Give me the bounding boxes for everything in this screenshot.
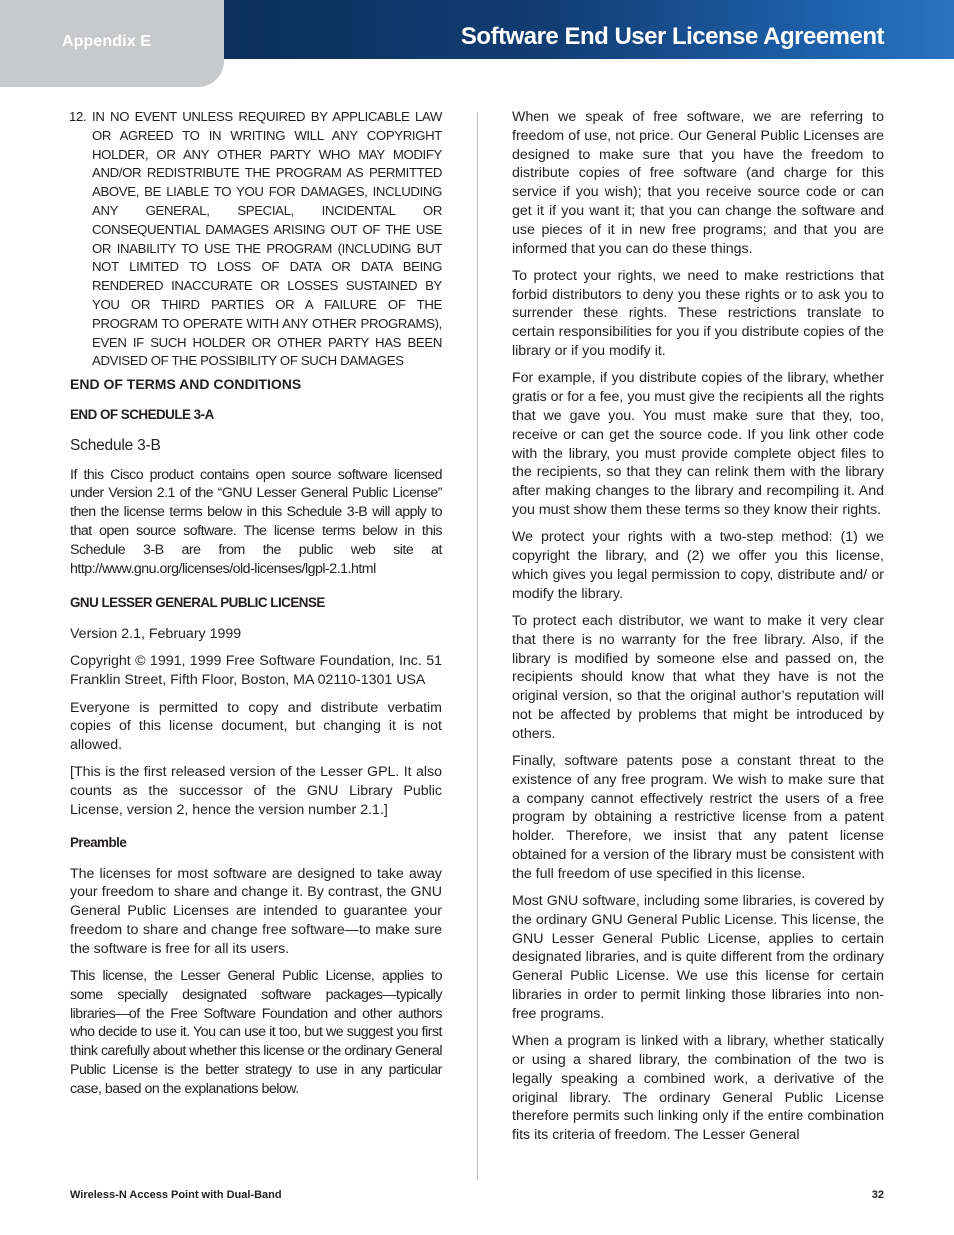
copyright-paragraph: Copyright © 1991, 1999 Free Software Foundation, Inc. 51 Franklin Street, Fifth Floor, Boston, MA 02110-1301 USA	[70, 653, 442, 689]
footer-product-name: Wireless-N Access Point with Dual-Band	[70, 1189, 282, 1201]
column-divider	[477, 112, 478, 1180]
permission-paragraph: Everyone is permitted to copy and distribute verbatim copies of this license document, but changing it is not allowed.	[70, 699, 442, 754]
left-column	[70, 108, 442, 1107]
right-paragraph-5: To protect each distributor, we want to make it very clear that there is no warranty for the free library. Also, if the library is modified by someone else and passed on, the recipients should know that what they have is not the original version, so that the original author’s reputation will not be affected by problems that might be introduced by others.	[512, 612, 884, 742]
page-number: 32	[871, 1189, 884, 1201]
list-item-text: IN NO EVENT UNLESS REQUIRED BY APPLICABLE LAW OR AGREED TO IN WRITING WILL ANY COPYRIGHT HOLDER, OR ANY OTHER PARTY WHO MAY MODIFY AND/OR REDISTRIBUTE THE PROGRAM AS PERMITTED ABOVE, BE LIABLE TO YOU FOR DAMAGES, INCLUDING ANY GENERAL, SPECIAL, INCIDENTAL OR CONSEQUENTIAL DAMAGES ARISING OUT OF THE USE OR INABILITY TO USE THE PROGRAM (INCLUDING BUT NOT LIMITED TO LOSS OF DATA OR DATA BEING RENDERED INACCURATE OR LOSSES SUSTAINED BY YOU OR THIRD PARTIES OR A FAILURE OF THE PROGRAM TO OPERATE WITH ANY OTHER PROGRAMS), EVEN IF SUCH HOLDER OR OTHER PARTY HAS BEEN ADVISED OF THE POSSIBILITY OF SUCH DAMAGES	[92, 109, 442, 369]
right-column	[512, 108, 884, 1153]
right-paragraph-6: Finally, software patents pose a constant threat to the existence of any free program. We wish to make sure that a company cannot effectively restrict the users of a free program by obtaining a restrictive license from a patent holder. Therefore, we insist that any patent license obtained for a version of the library must be consistent with the full freedom of use specified in this license.	[512, 753, 884, 882]
right-paragraph-8: When a program is linked with a library, whether statically or using a shared library, the combination of the two is legally speaking a combined work, a derivative of the original library. The ordinary General Public License therefore permits such linking only if the entire combination fits its criteria of freedom. The Lesser General	[512, 1033, 884, 1144]
preamble-paragraph-2: This license, the Lesser General Public License, applies to some specially designated software packages—typically libraries—of the Free Software Foundation and other authors who decide to use it. You can use it too, but we suggest you first think carefully about whether this license or the ordinary General Public License is the better strategy to use in any particular case, based on the explanations below.	[70, 968, 442, 1097]
list-item-number: 12.	[69, 109, 87, 124]
right-paragraph-4: We protect your rights with a two-step method: (1) we copyright the library, and (2) we offer you this license, which gives you legal permission to copy, distribute and/ or modify the library.	[512, 529, 884, 602]
page-title: Software End User License Agreement	[460, 23, 884, 50]
schedule-heading: Schedule 3-B	[70, 436, 161, 454]
appendix-tab	[0, 0, 224, 87]
lgpl-heading: GNU LESSER GENERAL PUBLIC LICENSE	[70, 595, 325, 611]
schedule-intro-paragraph: If this Cisco product contains open source software licensed under Version 2.1 of the “GNU Lesser General Public License” then the license terms below in this Schedule 3-B will apply to that open source software. The license terms below in this Schedule 3-B are from the public web site at http://www.gnu.org/licenses/old-licenses/lgpl-2.1.html	[70, 466, 442, 577]
header-banner	[224, 0, 954, 59]
end-of-terms-heading: END OF TERMS AND CONDITIONS	[70, 376, 302, 393]
right-paragraph-7: Most GNU software, including some libraries, is covered by the ordinary GNU General Public License. This license, the GNU Lesser General Public License, applies to certain designated libraries, and is quite different from the ordinary General Public License. We use this license for certain libraries in order to permit linking those libraries into non-free programs.	[512, 893, 884, 1022]
first-release-paragraph: [This is the first released version of the Lesser GPL. It also counts as the successor of the GNU Library Public License, version 2, hence the version number 2.1.]	[70, 764, 442, 818]
preamble-paragraph-1: The licenses for most software are designed to take away your freedom to share and change it. By contrast, the GNU General Public Licenses are intended to guarantee your freedom to share and change free software—to make sure the software is free for all its users.	[70, 865, 442, 957]
right-paragraph-2: To protect your rights, we need to make restrictions that forbid distributors to deny you these rights or to ask you to surrender these rights. These restrictions translate to certain responsibilities for you if you distribute copies of the library or if you modify it.	[512, 267, 884, 360]
right-paragraph-1: When we speak of free software, we are referring to freedom of use, not price. Our General Public Licenses are designed to make sure that you have the freedom to distribute copies of free software (and charge for this service if you wish); that you receive source code or can get it if you want it; that you can change the software and use pieces of it in new free programs; and that you are informed that you can do these things.	[512, 109, 884, 257]
preamble-heading: Preamble	[70, 834, 127, 850]
list-item-12	[70, 108, 442, 371]
end-of-schedule-heading: END OF SCHEDULE 3-A	[70, 406, 214, 422]
appendix-label: Appendix E	[62, 33, 152, 50]
right-paragraph-3: For example, if you distribute copies of the library, whether gratis or for a fee, you must give the recipients all the rights that we gave you. You must make sure that they, too, receive or can get the source code. If you link other code with the library, you must provide complete object files to the recipients, so that they can relink them with the library after making changes to the library and recompiling it. And you must show them these terms so they know their rights.	[512, 370, 884, 518]
version-line: Version 2.1, February 1999	[70, 626, 242, 643]
